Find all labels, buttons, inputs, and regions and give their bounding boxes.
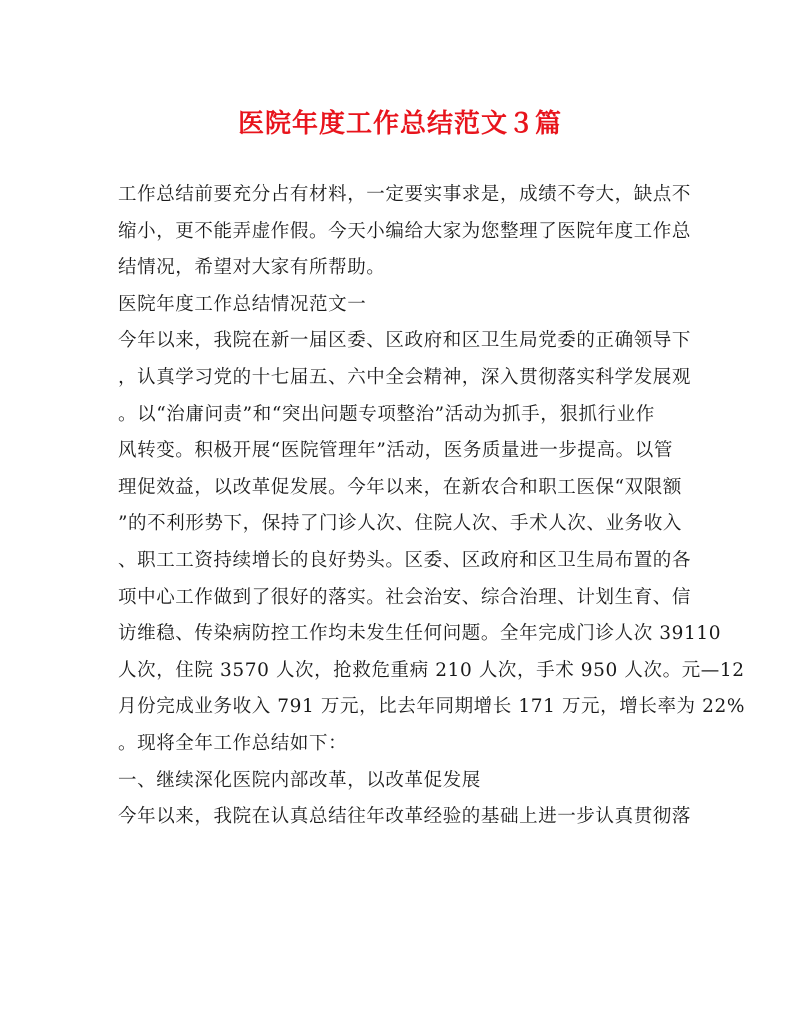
document-body xyxy=(118,177,746,836)
text-line: 。现将全年工作总结如下： xyxy=(118,732,348,754)
text-line: 、职工工资持续增长的良好势头。区委、区政府和区卫生局布置的各 xyxy=(118,549,692,571)
section-heading: 一、继续深化医院内部改革，以改革促发展 xyxy=(118,769,481,791)
document-title: 医院年度工作总结范文３篇 xyxy=(237,109,562,139)
text-line: ，认真学习党的十七届五、六中全会精神，深入贯彻落实科学发展观 xyxy=(118,366,692,388)
text-line: 结情况，希望对大家有所帮助。 xyxy=(118,257,386,279)
text-line: ”的不利形势下，保持了门诊人次、住院人次、手术人次、业务收入 xyxy=(118,513,682,535)
text-line: 项中心工作做到了很好的落实。社会治安、综合治理、计划生育、信 xyxy=(118,586,692,608)
section-heading: 医院年度工作总结情况范文一 xyxy=(118,293,367,315)
text-line: 风转变。积极开展“医院管理年”活动，医务质量进一步提高。以管 xyxy=(118,440,673,462)
text-line: 。以“治庸问责”和“突出问题专项整治”活动为抓手，狠抓行业作 xyxy=(118,403,655,425)
text-line: 今年以来，我院在新一届区委、区政府和区卫生局党委的正确领导下 xyxy=(118,330,692,352)
text-line: 月份完成业务收入 791 万元，比去年同期增长 171 万元，增长率为 22% xyxy=(118,696,746,718)
text-line: 今年以来，我院在认真总结往年改革经验的基础上进一步认真贯彻落 xyxy=(118,806,692,828)
text-line: 缩小，更不能弄虚作假。今天小编给大家为您整理了医院年度工作总 xyxy=(118,220,692,242)
text-line: 工作总结前要充分占有材料，一定要实事求是，成绩不夸大，缺点不 xyxy=(118,184,692,205)
text-line: 访维稳、传染病防控工作均未发生任何问题。全年完成门诊人次 39110 xyxy=(118,623,722,645)
text-line: 人次，住院 3570 人次，抢救危重病 210 人次，手术 950 人次。元—12 xyxy=(118,659,745,681)
text-line: 理促效益，以改革促发展。今年以来，在新农合和职工医保“双限额 xyxy=(118,476,682,498)
